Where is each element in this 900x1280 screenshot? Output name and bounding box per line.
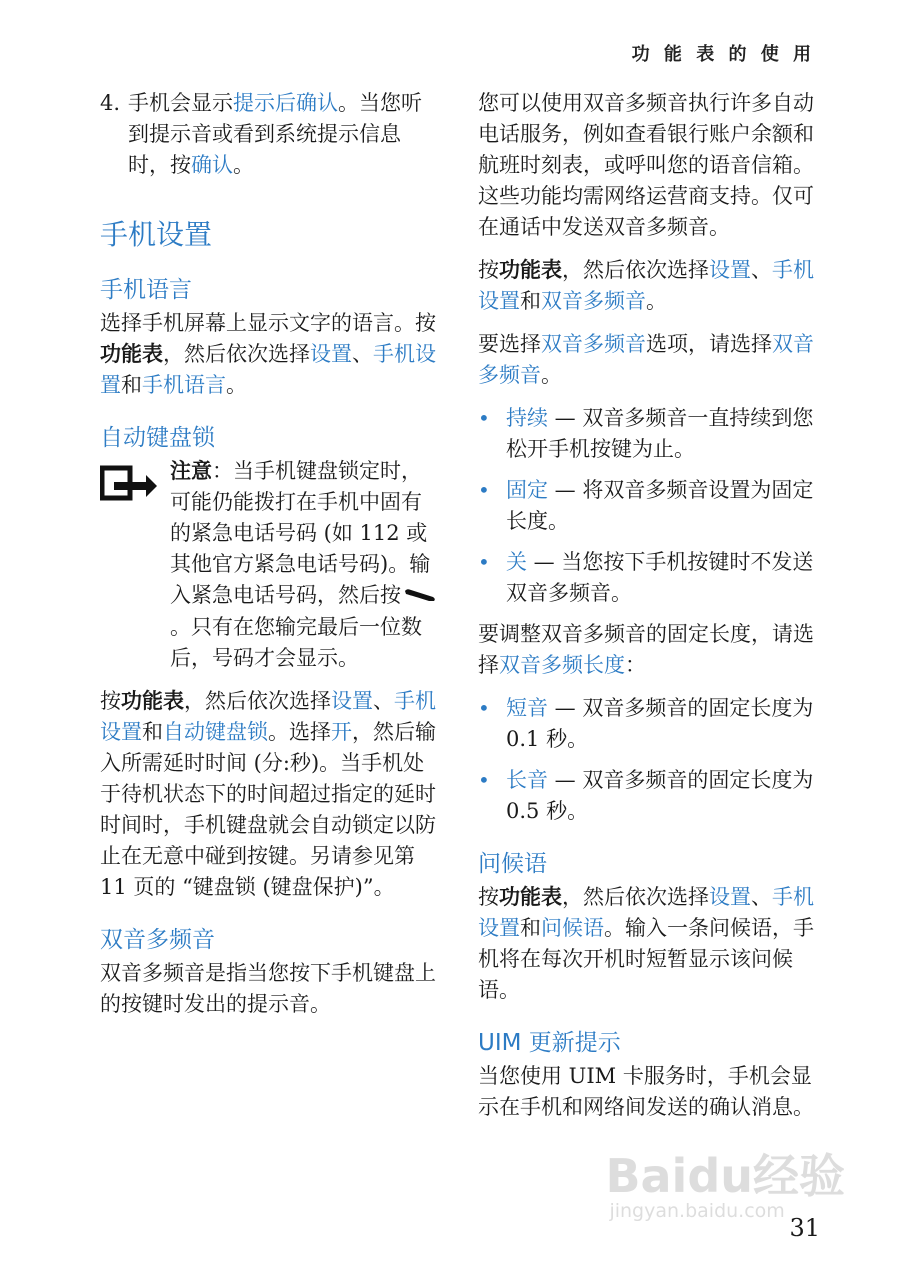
- text: 、: [373, 689, 394, 713]
- text: 。选择: [268, 720, 331, 744]
- list-item: [478, 547, 828, 609]
- text: 。: [226, 373, 247, 397]
- menu-link-settings: 设置: [331, 689, 373, 713]
- running-header: 功 能 表 的 使 用: [631, 44, 815, 65]
- option-term: 短音: [506, 696, 548, 720]
- text: 按: [478, 885, 499, 909]
- text: 和: [520, 916, 541, 940]
- list-item: [478, 765, 828, 827]
- note-label: 注意: [170, 459, 212, 483]
- menu-link-settings: 设置: [310, 342, 352, 366]
- baidu-watermark: [605, 1140, 845, 1222]
- text: 、: [751, 258, 772, 282]
- text: 和: [121, 373, 142, 397]
- text: ，然后依次选择: [562, 258, 709, 282]
- text: 和: [142, 720, 163, 744]
- bullet-icon: •: [478, 478, 490, 502]
- option-term: 固定: [506, 478, 548, 502]
- option-desc: — 双音多频音的固定长度为 0.1 秒。: [506, 696, 814, 751]
- dtmf-usage-paragraph: 您可以使用双音多频音执行许多自动电话服务，例如查看银行账户余额和航班时刻表，或呼叫您的语音信箱。这些功能均需网络运营商支持。仅可在通话中发送双音多频音。: [478, 91, 814, 239]
- bold-menu-term: 功能表: [499, 258, 562, 282]
- phone-language-paragraph: [100, 308, 442, 401]
- right-column: [478, 88, 828, 1135]
- menu-link-dtmf: 双音多频音: [541, 332, 646, 356]
- option-desc: — 将双音多频音设置为固定长度。: [506, 478, 814, 533]
- text: 手机会显示: [128, 91, 233, 115]
- text: 。当您听到提示音或看到系统提示信息时，按: [128, 91, 422, 177]
- bullet-icon: •: [478, 696, 490, 720]
- bullet-icon: •: [478, 550, 490, 574]
- list-item: [478, 403, 828, 465]
- subsection-title-dtmf: 双音多频音: [100, 927, 215, 953]
- text: 选择手机屏幕上显示文字的语言。按: [100, 311, 436, 335]
- text: ：: [625, 653, 646, 677]
- dtmf-length-paragraph: [478, 619, 828, 681]
- option-desc: — 当您按下手机按键时不发送双音多频音。: [506, 550, 814, 605]
- greeting-paragraph: [478, 882, 828, 1006]
- text: 选项，请选择: [646, 332, 772, 356]
- text: ，然后依次选择: [184, 689, 331, 713]
- subsection-title-uim-update: UIM 更新提示: [478, 1030, 621, 1056]
- text: ，然后依次选择: [163, 342, 310, 366]
- option-desc: — 双音多频音一直持续到您松开手机按键为止。: [506, 406, 814, 461]
- menu-link-confirm-prompt: 提示后确认: [233, 91, 338, 115]
- text: 。: [233, 153, 254, 177]
- uim-update-paragraph: 当您使用 UIM 卡服务时，手机会显示在手机和网络间发送的确认消息。: [478, 1064, 814, 1119]
- note-text: [170, 456, 442, 674]
- menu-link-dtmf-length: 双音多频长度: [499, 653, 625, 677]
- menu-link-auto-keylock: 自动键盘锁: [163, 720, 268, 744]
- text: ，然后输入所需延时时间 (分:秒)。当手机处于待机状态下的时间超过指定的延时时间时，手机键盘就会自动锁定以防止在无意中碰到按键。另请参见第 11 页的 “键盘锁 (键盘保护)”。: [100, 720, 436, 899]
- menu-link-settings: 设置: [709, 258, 751, 282]
- step-number: 4.: [100, 91, 121, 115]
- section-title-phone-settings: 手机设置: [100, 218, 213, 251]
- subsection-title-auto-keylock: 自动键盘锁: [100, 425, 215, 451]
- option-term: 长音: [506, 768, 548, 792]
- watermark-url: jingyan.baidu.com: [609, 1200, 785, 1222]
- option-term: 持续: [506, 406, 548, 430]
- text: 和: [520, 289, 541, 313]
- menu-link-greeting: 问候语: [541, 916, 604, 940]
- left-column: [100, 88, 442, 1032]
- call-key-icon: [403, 581, 437, 612]
- page-number: 31: [789, 1214, 820, 1242]
- text: ，然后依次选择: [562, 885, 709, 909]
- menu-link-phone-settings: 手机设置: [100, 342, 436, 397]
- subsection-title-phone-language: 手机语言: [100, 277, 192, 303]
- text: 。只有在您输完最后一位数后，号码才会显示。: [170, 615, 422, 670]
- dtmf-length-list: [478, 693, 828, 827]
- text: 、: [751, 885, 772, 909]
- text: ：当手机键盘锁定时，可能仍能拨打在手机中固有的紧急电话号码 (如 112 或其他官方紧急电话号码)。输入紧急电话号码，然后按: [170, 459, 431, 607]
- menu-link-phone-settings: 手机设置: [478, 885, 814, 940]
- text: 按: [100, 689, 121, 713]
- text: 、: [352, 342, 373, 366]
- auto-keylock-paragraph: [100, 686, 442, 903]
- note-hand-icon: [100, 456, 170, 674]
- subsection-title-greeting: 问候语: [478, 851, 547, 877]
- list-item: [478, 475, 828, 537]
- menu-link-confirm: 确认: [191, 153, 233, 177]
- bold-menu-term: 功能表: [100, 342, 163, 366]
- menu-link-on: 开: [331, 720, 352, 744]
- dtmf-options-list: [478, 403, 828, 609]
- menu-link-phone-settings: 手机设置: [478, 258, 814, 313]
- note-block: [100, 456, 442, 674]
- dtmf-intro-paragraph: 双音多频音是指当您按下手机键盘上的按键时发出的提示音。: [100, 961, 436, 1016]
- bullet-icon: •: [478, 406, 490, 430]
- text: 要选择: [478, 332, 541, 356]
- text: 。: [646, 289, 667, 313]
- menu-link-dtmf: 双音多频音: [478, 332, 814, 387]
- menu-link-dtmf: 双音多频音: [541, 289, 646, 313]
- menu-link-settings: 设置: [709, 885, 751, 909]
- list-item: [478, 693, 828, 755]
- dtmf-menu-paragraph: [478, 255, 828, 317]
- bold-menu-term: 功能表: [499, 885, 562, 909]
- bullet-icon: •: [478, 768, 490, 792]
- menu-link-phone-settings: 手机设置: [100, 689, 436, 744]
- option-term: 关: [506, 550, 527, 574]
- bold-menu-term: 功能表: [121, 689, 184, 713]
- step-text: [128, 88, 442, 181]
- watermark-brand: Baidu经验: [605, 1149, 845, 1203]
- dtmf-option-paragraph: [478, 329, 828, 391]
- text: 按: [478, 258, 499, 282]
- text: 。: [541, 363, 562, 387]
- text: 要调整双音多频音的固定长度，请选择: [478, 622, 814, 677]
- menu-link-phone-language: 手机语言: [142, 373, 226, 397]
- step-4: [100, 88, 442, 193]
- option-desc: — 双音多频音的固定长度为 0.5 秒。: [506, 768, 814, 823]
- text: 。输入一条问候语，手机将在每次开机时短暂显示该问候语。: [478, 916, 814, 1002]
